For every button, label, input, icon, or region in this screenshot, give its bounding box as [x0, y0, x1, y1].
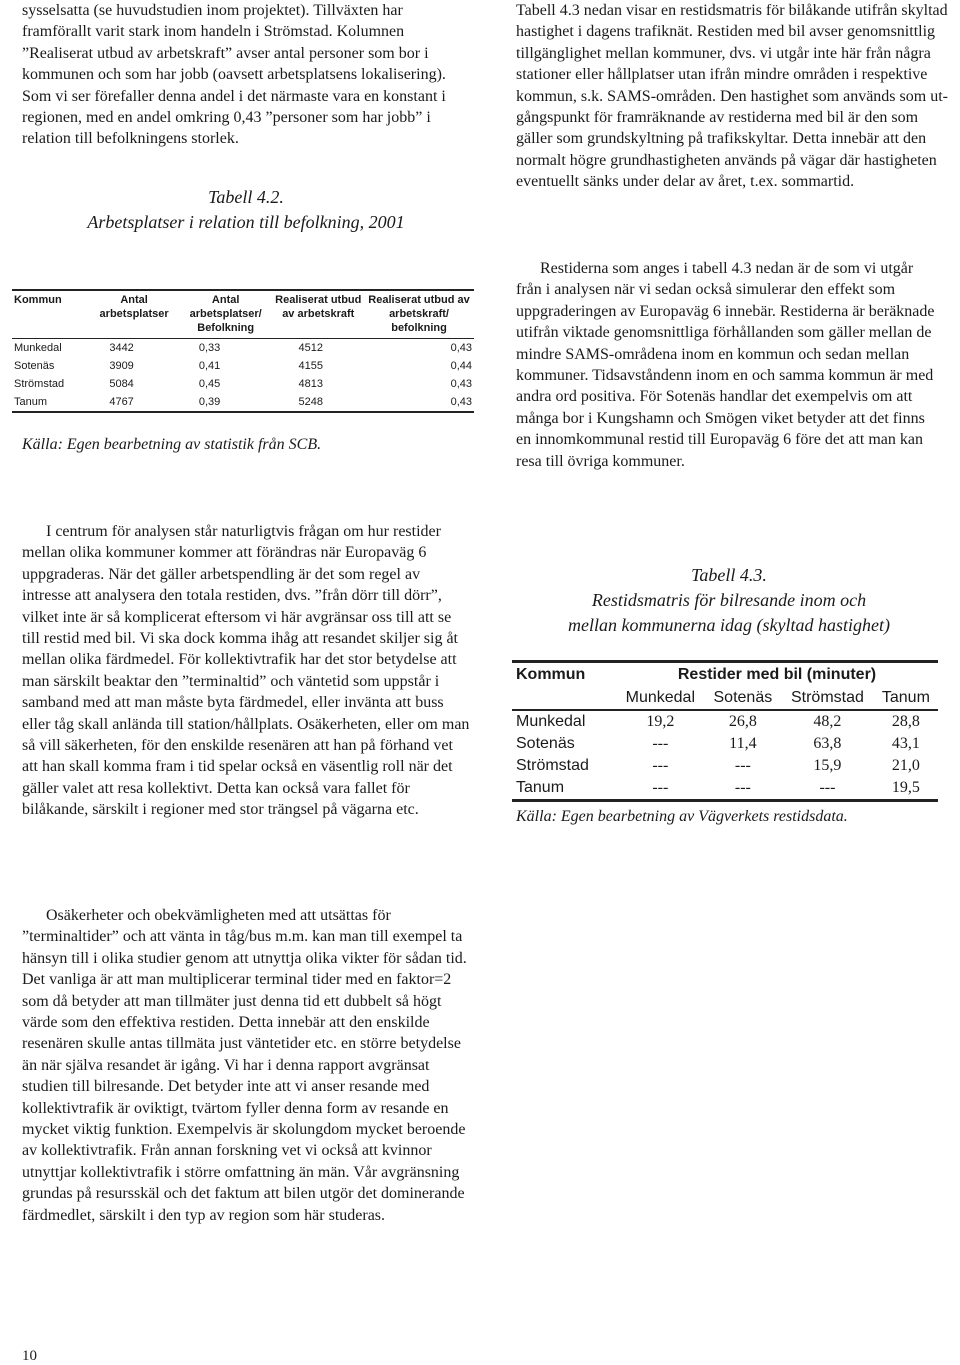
- cell: ---: [781, 777, 874, 801]
- cell: 5084: [109, 378, 134, 390]
- cell: Munkedal: [14, 342, 62, 354]
- table-4-3-title-line2: mellan kommunerna idag (skyltad hastighet): [568, 615, 890, 635]
- table-4-2-caption: [22, 185, 470, 235]
- paragraph-travel-time: I centrum för analysen står naturligtvis frågan om hur restider mellan olika kommuner kommer att förändras när Europaväg 6 uppgraderas. När det gäller arbetspendling är det som regel av intresse att analysera den totala restiden, dvs. ”från dörr till dörr”, vilket inte är så komplicerat eftersom vi här avgränsar oss till att se till restid med bil. Vi ska dock komma ihåg att resandet skiljer sig åt mellan olika färdmedel. För kollektivtrafik har det stor betydelse att man särskilt beaktar den ”terminaltid” och väntetid som uppstår i samband med att man måste byta färdmedel, eller invänta att buss eller tåg skall anlända till station/hållplats. Osäkerheten, eller om man så vill säkerheten, för den enskilde resenären att han på förhand vet att han skall komma fram i tid spelar också en väsentlig roll när det gäller valet att resa kollektivt. Detta kan också vara fallet för bilåkande, särskilt i regioner med stor trängsel på vägarna etc.: [22, 523, 470, 819]
- table-4-2-number: Tabell 4.2.: [208, 187, 284, 207]
- cell: 19,2: [646, 713, 675, 730]
- page-number: 10: [22, 1348, 37, 1364]
- paragraph-uncertainty: Osäkerheter och obekvämligheten med att utsättas för ”terminaltider” och att vänta in tåg/bus m.m. kan man till exempel ta hänsyn till i olika studier genom att utnyttja olika vikter för sådan tid. Det vanliga är att man multiplicerar terminal tider med en faktor=2 som då betyder att man tillmäter just denna tid ett dubbelt så högt värde som den effektiva restiden. Detta innebär att den enskilde resenären skulle antas tillmäta just väntetider etc. en större betydelse än när själva resandet är igång. Vi har i denna rapport avgränsat studien till bilresande. Det betyder inte att vi anser resande med kollektivtrafik är oviktigt, tvärtom fyller denna form av resande en mycket viktig funktion. Exempelvis är skolungdom mycket beroende av kollektivtrafik. Från annan forskning vet vi också att kvinnor utnyttjar kollektivtrafik i större omfattning än män. Vår avgränsning grundas på resursskäl och det faktum att bilen utgör det dominerande färdmedlet, särskilt i den typ av region som här studeras.: [22, 907, 467, 1224]
- cell: Sotenäs: [14, 360, 55, 372]
- cell: Tanum: [12, 393, 89, 412]
- col-header-blank: [512, 686, 616, 710]
- cell: ---: [652, 757, 669, 774]
- table-row: [12, 357, 474, 375]
- table-row: [512, 755, 938, 777]
- col-header: Realiserat utbud av arbetskraft/ befolkning: [364, 290, 474, 339]
- table-4-3: [512, 660, 938, 802]
- table-4-3-title-line1: Restidsmatris för bilresande inom och: [591, 590, 867, 610]
- cell: 4155: [298, 360, 323, 372]
- cell: 28,8: [891, 713, 920, 730]
- col-header: Sotenäs: [705, 686, 781, 710]
- row-header: Tanum: [512, 777, 616, 801]
- cell: 4813: [298, 378, 323, 390]
- cell: 26,8: [728, 713, 757, 730]
- row-header: Sotenäs: [516, 735, 575, 752]
- cell: 15,9: [813, 757, 842, 774]
- cell: ---: [734, 757, 751, 774]
- cell: ---: [705, 777, 781, 801]
- col-header-group: Restider med bil (minuter): [616, 662, 938, 687]
- cell: Strömstad: [14, 378, 65, 390]
- cell: 4767: [89, 393, 179, 412]
- table-4-3-source: Källa: Egen bearbetning av Vägverkets restidsdata.: [516, 808, 848, 825]
- cell: 0,41: [198, 360, 221, 372]
- col-header: Kommun: [12, 290, 89, 339]
- cell: 0,43: [364, 393, 474, 412]
- table-row: [12, 339, 474, 358]
- paragraph-employment: sysselsatta (se huvudstudien inom projektet). Tillväxten har framförallt varit stark inom handeln i Strömstad. Kolumnen ”Realiserat utbud av arbetskraft” avser antal personer som bor i kommunen och som har jobb (oavsett arbetsplatsens lokalisering). Som vi ser förefaller denna andel i det närmaste vara en konstant i regionen, med en andel omkring 0,43 ”personer som har jobb” i relation till befolkningens storlek.: [22, 2, 446, 148]
- cell: 3442: [109, 342, 134, 354]
- col-header: Munkedal: [616, 686, 705, 710]
- cell: ---: [652, 735, 669, 752]
- cell: 0,44: [450, 360, 472, 372]
- cell: ---: [616, 777, 705, 801]
- table-4-3-caption: [516, 563, 942, 638]
- cell: 11,4: [729, 735, 757, 752]
- cell: 19,5: [874, 777, 938, 801]
- paragraph-travel-times: Restiderna som anges i tabell 4.3 nedan är de som vi utgår från i analysen när vi sedan också simulerar den effekt som uppgraderingen av Europaväg 6 innebär. Restiderna är beräknade utifrån viktade genomsnittliga förhållanden som gäller mellan de mindre SAMS-områdena inom en kommun och sedan mellan kommuner. Tidsavståndenn inom en och samma kommun är med andra ord positiva. För Sotenäs handlar det exempelvis om att många bor i Kungshamn och Smögen viket betyder att det finns en innomkommunal restid till Europaväg 6 före det att man kan resa till övriga kommuner.: [516, 260, 935, 470]
- workplaces-table: [12, 289, 474, 413]
- cell: 3909: [109, 360, 134, 372]
- cell: 0,39: [179, 393, 273, 412]
- cell: 0,33: [198, 342, 221, 354]
- table-row: [512, 777, 938, 801]
- col-header: Strömstad: [781, 686, 874, 710]
- cell: 4512: [298, 342, 323, 354]
- cell: 21,0: [891, 757, 920, 774]
- travel-time-matrix: [512, 660, 938, 802]
- table-row: [512, 710, 938, 733]
- cell: 0,43: [450, 342, 472, 354]
- table-row: [12, 375, 474, 393]
- cell: 5248: [272, 393, 364, 412]
- table-4-2: [12, 289, 474, 413]
- cell: 63,8: [813, 735, 842, 752]
- table-4-3-number: Tabell 4.3.: [691, 565, 767, 585]
- table-row: [512, 733, 938, 755]
- table-4-2-title: Arbetsplatser i relation till befolkning, 2001: [87, 212, 405, 232]
- paragraph-table-4-3-intro: Tabell 4.3 nedan visar en restidsmatris för bilåkande utifrån skyltad hastighet i dagens trafiknät. Restiden med bil avser genomsnittlig tillgänglighet mellan kommuner, dvs. vi utgår inte här från några stationer eller hållplatser utan ifrån mindre områden i respektive kommun, s.k. SAMS-områden. Den hastighet som används som utgångspunkt för framräknande av restiderna med bil är den som gäller som grundskyltning på trafikskyltar. Detta innebär att den normalt högre grundhastigheten används på vägar där hastigheten eventuellt sänks under delar av året, t.ex. sommartid.: [516, 2, 948, 191]
- cell: 0,45: [198, 378, 221, 390]
- table-4-2-source: Källa: Egen bearbetning av statistik från SCB.: [22, 436, 322, 453]
- col-header: Antal arbetsplatser: [89, 290, 179, 339]
- row-header: Munkedal: [516, 713, 586, 730]
- cell: 48,2: [813, 713, 842, 730]
- col-header: Antal arbetsplatser/ Befolkning: [179, 290, 273, 339]
- cell: 43,1: [891, 735, 920, 752]
- cell: 0,43: [450, 378, 472, 390]
- col-header: Realiserat utbud av arbetskraft: [272, 290, 364, 339]
- row-header: Strömstad: [516, 757, 589, 774]
- table-row: [12, 393, 474, 412]
- col-header: Tanum: [874, 686, 938, 710]
- col-header-kommun: Kommun: [512, 662, 616, 687]
